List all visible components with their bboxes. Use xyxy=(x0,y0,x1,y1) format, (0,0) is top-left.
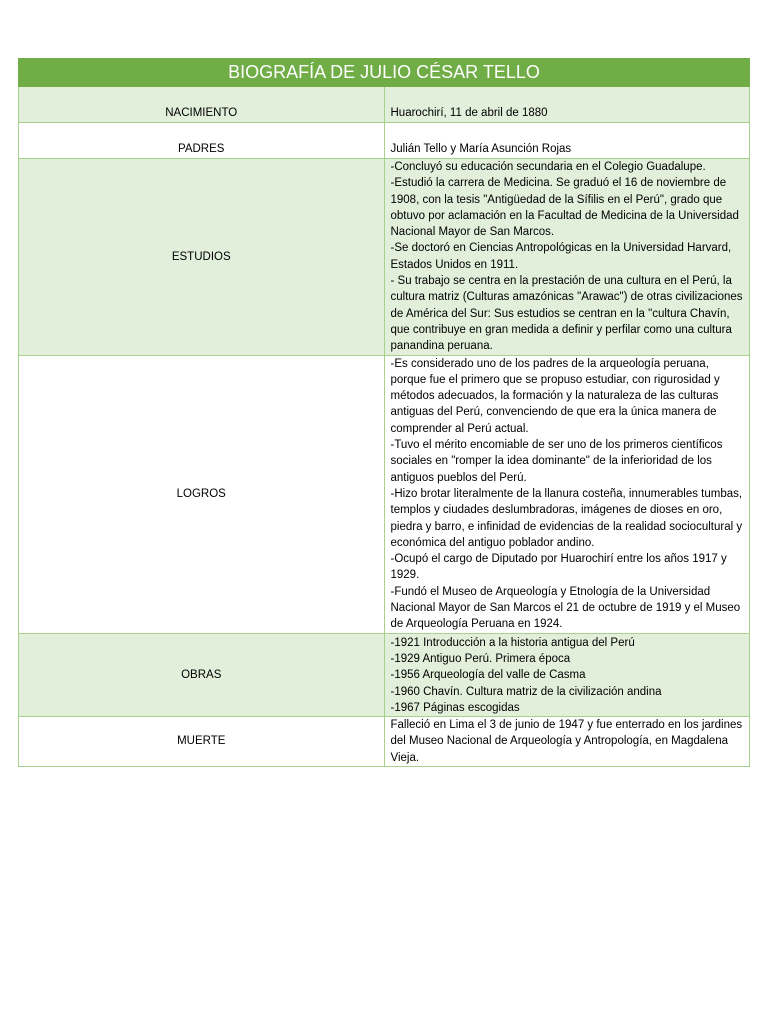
row-label: PADRES xyxy=(19,123,385,159)
row-value xyxy=(384,87,750,123)
value-line: -Fundó el Museo de Arqueología y Etnología de la Universidad Nacional Mayor de San Marcos el 21 de octubre de 1919 y el Museo de Arqueología Peruana en 1924. xyxy=(390,585,741,631)
value-line: -1929 Antiguo Perú. Primera época xyxy=(390,652,571,665)
table-row-muerte xyxy=(19,717,750,767)
title-row xyxy=(19,59,750,87)
value-line: -1956 Arqueología del valle de Casma xyxy=(390,669,586,682)
value-line: -Ocupó el cargo de Diputado por Huarochirí entre los años 1917 y 1929. xyxy=(390,553,727,582)
value-line: -1967 Páginas escogidas xyxy=(390,701,520,714)
row-value xyxy=(384,159,750,356)
value-line: - Su trabajo se centra en la prestación de una cultura en el Perú, la cultura matriz (Culturas amazónicas "Arawac") de otras civilizaciones de América del Sur: Sus estudios se centran en la "cultura Chavín, que contribuye en gran medida a definir y perfilar como una cultura panandina peruana. xyxy=(390,275,743,353)
row-label: NACIMIENTO xyxy=(19,87,385,123)
value-line: -Estudió la carrera de Medicina. Se graduó el 16 de noviembre de 1908, con la tesis "Antigüedad de la Sífilis en el Perú", grado que obtuvo por aclamación en la Facultad de Medicina de la Universidad Nacional Mayor de San Marcos. xyxy=(390,177,739,239)
biography-table xyxy=(18,58,750,767)
value-line: -Se doctoró en Ciencias Antropológicas en la Universidad Harvard, Estados Unidos en 1911. xyxy=(390,242,732,271)
row-value xyxy=(384,123,750,159)
value-line: -Hizo brotar literalmente de la llanura costeña, innumerables tumbas, templos y ciudades deslumbradoras, imágenes de dioses en oro, piedra y barro, e infinidad de evidencias de la realidad sociocultural y económica del antiguo poblador andino. xyxy=(390,487,743,549)
value-line: -Concluyó su educación secundaria en el Colegio Guadalupe. xyxy=(390,161,706,173)
document-title: BIOGRAFÍA DE JULIO CÉSAR TELLO xyxy=(19,59,750,87)
value-line: Falleció en Lima el 3 de junio de 1947 y fue enterrado en los jardines del Museo Nacional de Arqueología y Antropología, en Magdalena Vieja. xyxy=(390,719,743,764)
row-label: ESTUDIOS xyxy=(19,159,385,356)
table-row-nacimiento xyxy=(19,87,750,123)
value-line: -Tuvo el mérito encomiable de ser uno de los primeros científicos sociales en "romper la idea dominante" de la inferioridad de los antiguos pueblos del Perú. xyxy=(390,439,723,484)
table-row-obras xyxy=(19,633,750,716)
row-label: OBRAS xyxy=(19,633,385,716)
value-line: -Es considerado uno de los padres de la arqueología peruana, porque fue el primero que se propuso estudiar, con rigurosidad y métodos adecuados, la formación y la naturaleza de las culturas antiguas del Perú, convenciendo de que era la única manera de comprender al Perú actual. xyxy=(390,357,720,435)
table-row-estudios xyxy=(19,159,750,356)
row-label: MUERTE xyxy=(19,717,385,767)
value-line: Huarochirí, 11 de abril de 1880 xyxy=(390,106,548,119)
table-row-padres xyxy=(19,123,750,159)
value-line: -1960 Chavín. Cultura matriz de la civilización andina xyxy=(390,685,662,698)
value-line: Julián Tello y María Asunción Rojas xyxy=(390,142,572,155)
row-label: LOGROS xyxy=(19,355,385,633)
table-row-logros xyxy=(19,355,750,633)
row-value xyxy=(384,633,750,716)
row-value xyxy=(384,717,750,767)
value-line: -1921 Introducción a la historia antigua del Perú xyxy=(390,636,635,649)
row-value xyxy=(384,355,750,633)
